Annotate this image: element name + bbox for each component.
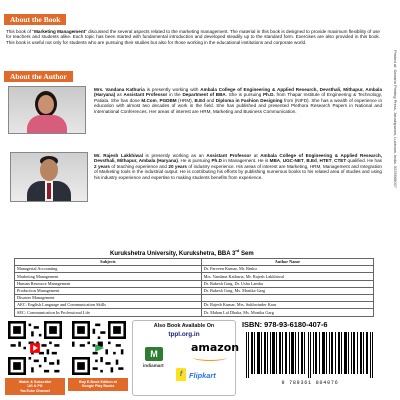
subject-cell: Disaster Management — [15, 294, 202, 301]
author2-text: is presently working as an — [142, 153, 207, 158]
subject-cell: SEC: Communication In Professional Life — [15, 309, 202, 316]
author-cell — [201, 294, 373, 301]
google-play-qr-caption: Buy E-Book Edition at Google Play Books — [68, 378, 128, 391]
author1-department: Department of BBA — [182, 92, 226, 98]
table-row — [15, 273, 374, 280]
author1-text: from Thapar Institute of Engineering & Technology, Patiala. She has done — [94, 92, 383, 103]
printer-side-text: Printed at: Sowaria Printing Press, Janakipuram, Lucknow, India. 9235968007 — [393, 50, 398, 189]
table-header-row — [15, 259, 374, 266]
youtube-qr-code[interactable] — [8, 321, 62, 375]
author2-experience: 2 years — [94, 163, 110, 169]
author2-text: of teaching experience and — [109, 163, 169, 169]
tppl-link[interactable]: tppl.org.in — [168, 331, 200, 338]
author2-text: , — [316, 158, 320, 164]
subjects-column-header: Subjects — [15, 259, 202, 266]
author1-degree: B.Ed — [194, 97, 205, 103]
author2-degree: B.Ed — [306, 158, 317, 164]
university-title-end: Sem — [239, 251, 254, 257]
indiamart-link[interactable]: indiamart — [143, 363, 164, 368]
book-title-inline: Marketing Management — [34, 29, 86, 34]
author1-bio — [94, 87, 382, 114]
author1-degree: PGDBM — [159, 97, 177, 103]
author2-degree: UGC-NET — [282, 158, 304, 164]
university-title — [110, 248, 254, 257]
about-author-header: About the Author — [4, 71, 73, 82]
table-row — [15, 302, 374, 309]
isbn-number: ISBN: 978-93-6180-407-6 — [242, 320, 328, 329]
subject-cell: AEC: English Language and Communication Skills — [15, 302, 202, 309]
author2-degree: MBA — [269, 158, 281, 164]
author1-degree: M.Com — [141, 97, 157, 103]
author2-bio-top — [94, 153, 382, 180]
amazon-smile-icon — [193, 354, 227, 361]
author2-designation: Assistant Professor — [206, 153, 252, 158]
author2-text: in Management. He is — [221, 158, 270, 164]
author1-text: . She is pursuing — [225, 92, 263, 98]
isbn-area — [240, 320, 396, 396]
author1-text: is presently working with — [144, 87, 201, 92]
google-play-qr-code[interactable] — [72, 321, 126, 375]
author2-text: , — [303, 158, 307, 164]
about-book-header: About the Book — [4, 14, 66, 25]
author2-degree: HTET — [319, 158, 332, 164]
university-title-sup: rd — [235, 248, 240, 253]
author1-designation: Assistant Professor — [123, 92, 168, 98]
author1-text: from (NIFD). She has a wealth of experience in education with almost two decades of work in the field. She has published and presented Plethora Research Papers in National and International Conferences. Her areas of interest are HRM, Marketing and Business Communication. — [94, 97, 382, 114]
author1-text: in the — [167, 92, 183, 98]
subject-cell: Marketing Management — [15, 273, 202, 280]
table-row — [15, 294, 374, 301]
book-text-post: " discussed the several aspects related to the marketing management. The material in this book is designed to provide maximum flexibility of use for teachers and students alike. Each topic has been started with fundamental introduction and developed steadily up to the standard form. Exercises are also provided in this book. This book is useful not only for students who are pursuing their studies but also for those working in the educational institutions and corporate world. — [6, 29, 380, 45]
subjects-table — [14, 258, 374, 317]
barcode-icon — [242, 332, 378, 378]
qr-icon — [8, 321, 62, 375]
author2-text: qualified. He has — [346, 158, 382, 164]
table-row — [15, 287, 374, 294]
table-row — [15, 266, 374, 273]
flipkart-bag-icon: f — [176, 368, 186, 381]
author-cell: Dr. Rakesh Garg, Dr. Usha Lamba — [201, 280, 373, 287]
author1-degree: Ph.D. — [262, 92, 275, 98]
author2-photo — [10, 152, 88, 202]
subject-cell: Production Management — [15, 287, 202, 294]
author1-text: , — [156, 97, 160, 103]
author1-name: Mrs. Vandana Kathuria — [94, 87, 145, 92]
author2-degree: Ph.D — [211, 158, 222, 164]
author-column-header: Author Name — [201, 259, 373, 266]
author2-degree: CTET — [334, 158, 347, 164]
author2-text: , — [280, 158, 283, 164]
flipkart-link[interactable]: Flipkart — [189, 371, 216, 380]
indiamart-logo-icon: M — [145, 347, 163, 361]
author2-experience: 20 years — [168, 163, 187, 169]
author2-text: of industry experience. His areas of interest are Marketing, HRM, Management and Integration of Marketing tools in the industrial output. He is contributing his efforts by publishing numerous books to his related area of studies and using his industry experience and expertise to making students benefits from experience. — [94, 163, 382, 180]
author1-institution: Ambala College of Engineering & Applied Research, Devsthali, Mithapur, Ambala (Haryana) — [94, 87, 383, 98]
author2-text: . He is pursuing — [177, 158, 212, 164]
buy-box — [132, 320, 240, 396]
author2-name: Mr. Rajesh Lakkhiwal — [94, 153, 143, 158]
author2-institution: Ambala College of Engineering & Applied Research, Devsthali, Mithapur, Ambala (Haryana) — [94, 153, 382, 164]
barcode — [242, 332, 378, 388]
author1-degree: Diploma in Fashion Designing — [215, 97, 283, 103]
subject-cell: Managerial Accounting — [15, 266, 202, 273]
author-cell: Dr. Rakesh Garg, Ms. Monika Garg — [201, 287, 373, 294]
table-row — [15, 309, 374, 316]
author1-text: as — [115, 92, 124, 98]
buy-title: Also Book Available On — [153, 323, 215, 329]
qr-icon — [72, 321, 126, 375]
barcode-digits: 9 789361 804076 — [281, 380, 339, 386]
author-cell: Mrs. Vandana Kathuria, Mr. Rajesh Lakkhiwal — [201, 273, 373, 280]
table-row — [15, 280, 374, 287]
about-book-text — [6, 29, 380, 45]
author-cell: Dr. Rajesh Kumar, Mrs. Sukhwinder Kaur — [201, 302, 373, 309]
author2-text: , — [331, 158, 335, 164]
footer — [0, 318, 400, 400]
book-text-pre: This book of " — [6, 29, 35, 34]
subject-cell: Human Resource Management — [15, 280, 202, 287]
author1-text: and — [205, 97, 216, 103]
author1-text: (HRM), — [176, 97, 195, 103]
amazon-link[interactable]: amazon — [191, 341, 240, 354]
youtube-qr-caption: Watch & Subscribe UG & PG YouTube Channel — [5, 378, 65, 395]
author1-photo — [8, 86, 86, 134]
university-title-text: Kurukshetra University, Kurukshetra, BBA 3 — [110, 251, 236, 257]
author2-text: at — [251, 153, 261, 158]
author-cell: Dr. Parveen Kumar, Mr. Rinku — [201, 266, 373, 273]
author-cell: Dr. Mahan Lal Dhaka, Ms. Monika Garg — [201, 309, 373, 316]
